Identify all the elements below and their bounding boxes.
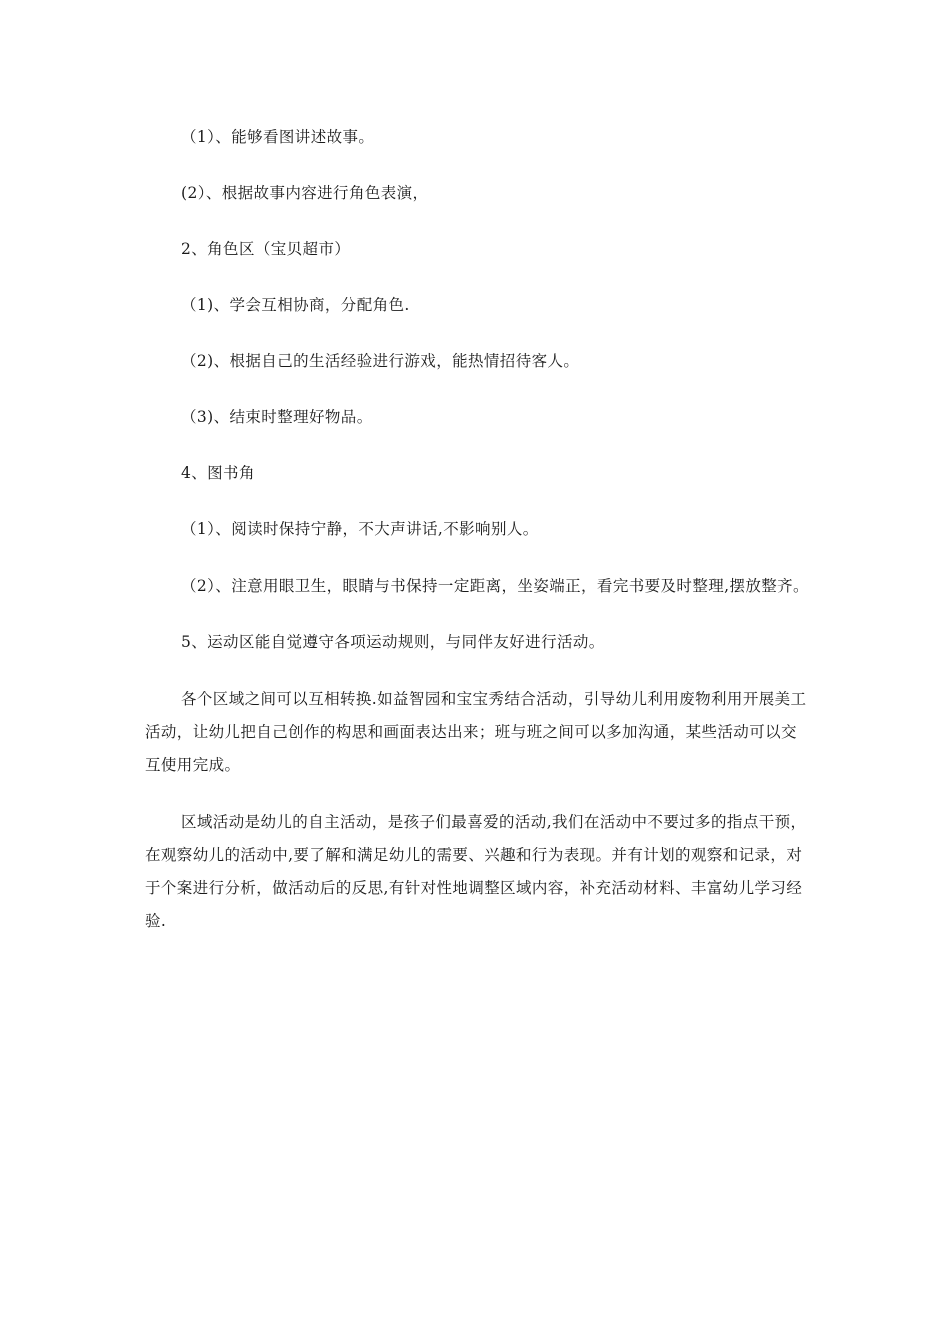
paragraph-area-activity-summary: 区域活动是幼儿的自主活动，是孩子们最喜爱的活动,我们在活动中不要过多的指点干预，在观察幼儿的活动中,要了解和满足幼儿的需要、兴趣和行为表现。并有计划的观察和记录，对于个案进行分析，做活动后的反思,有针对性地调整区域内容，补充活动材料、丰富幼儿学习经验. (145, 813, 807, 930)
paragraph-quiet-reading: （1）、阅读时保持宁静，不大声讲话,不影响别人。 (181, 520, 539, 538)
paragraph-tidy-up: （3)、结束时整理好物品。 (181, 408, 373, 426)
heading-role-area: 2、角色区（宝贝超市） (181, 240, 351, 258)
paragraph-role-play: (2）、根据故事内容进行角色表演， (181, 184, 429, 202)
paragraph-life-experience: （2)、根据自己的生活经验进行游戏，能热情招待客人。 (181, 352, 580, 370)
heading-book-corner: 4、图书角 (181, 464, 255, 482)
document-body (145, 122, 810, 962)
paragraph-negotiate-roles: （1)、学会互相协商，分配角色. (181, 296, 410, 314)
paragraph-eye-hygiene: （2）、注意用眼卫生，眼睛与书保持一定距离，坐姿端正，看完书要及时整理,摆放整齐。 (181, 577, 809, 595)
paragraph-story-telling: （1）、能够看图讲述故事。 (181, 128, 375, 146)
paragraph-area-conversion: 各个区域之间可以互相转换.如益智园和宝宝秀结合活动，引导幼儿利用废物利用开展美工活动，让幼儿把自己创作的构思和画面表达出来；班与班之间可以多加沟通，某些活动可以交互使用完成。 (145, 690, 807, 774)
paragraph-sports-area: 5、运动区能自觉遵守各项运动规则，与同伴友好进行活动。 (181, 633, 605, 651)
